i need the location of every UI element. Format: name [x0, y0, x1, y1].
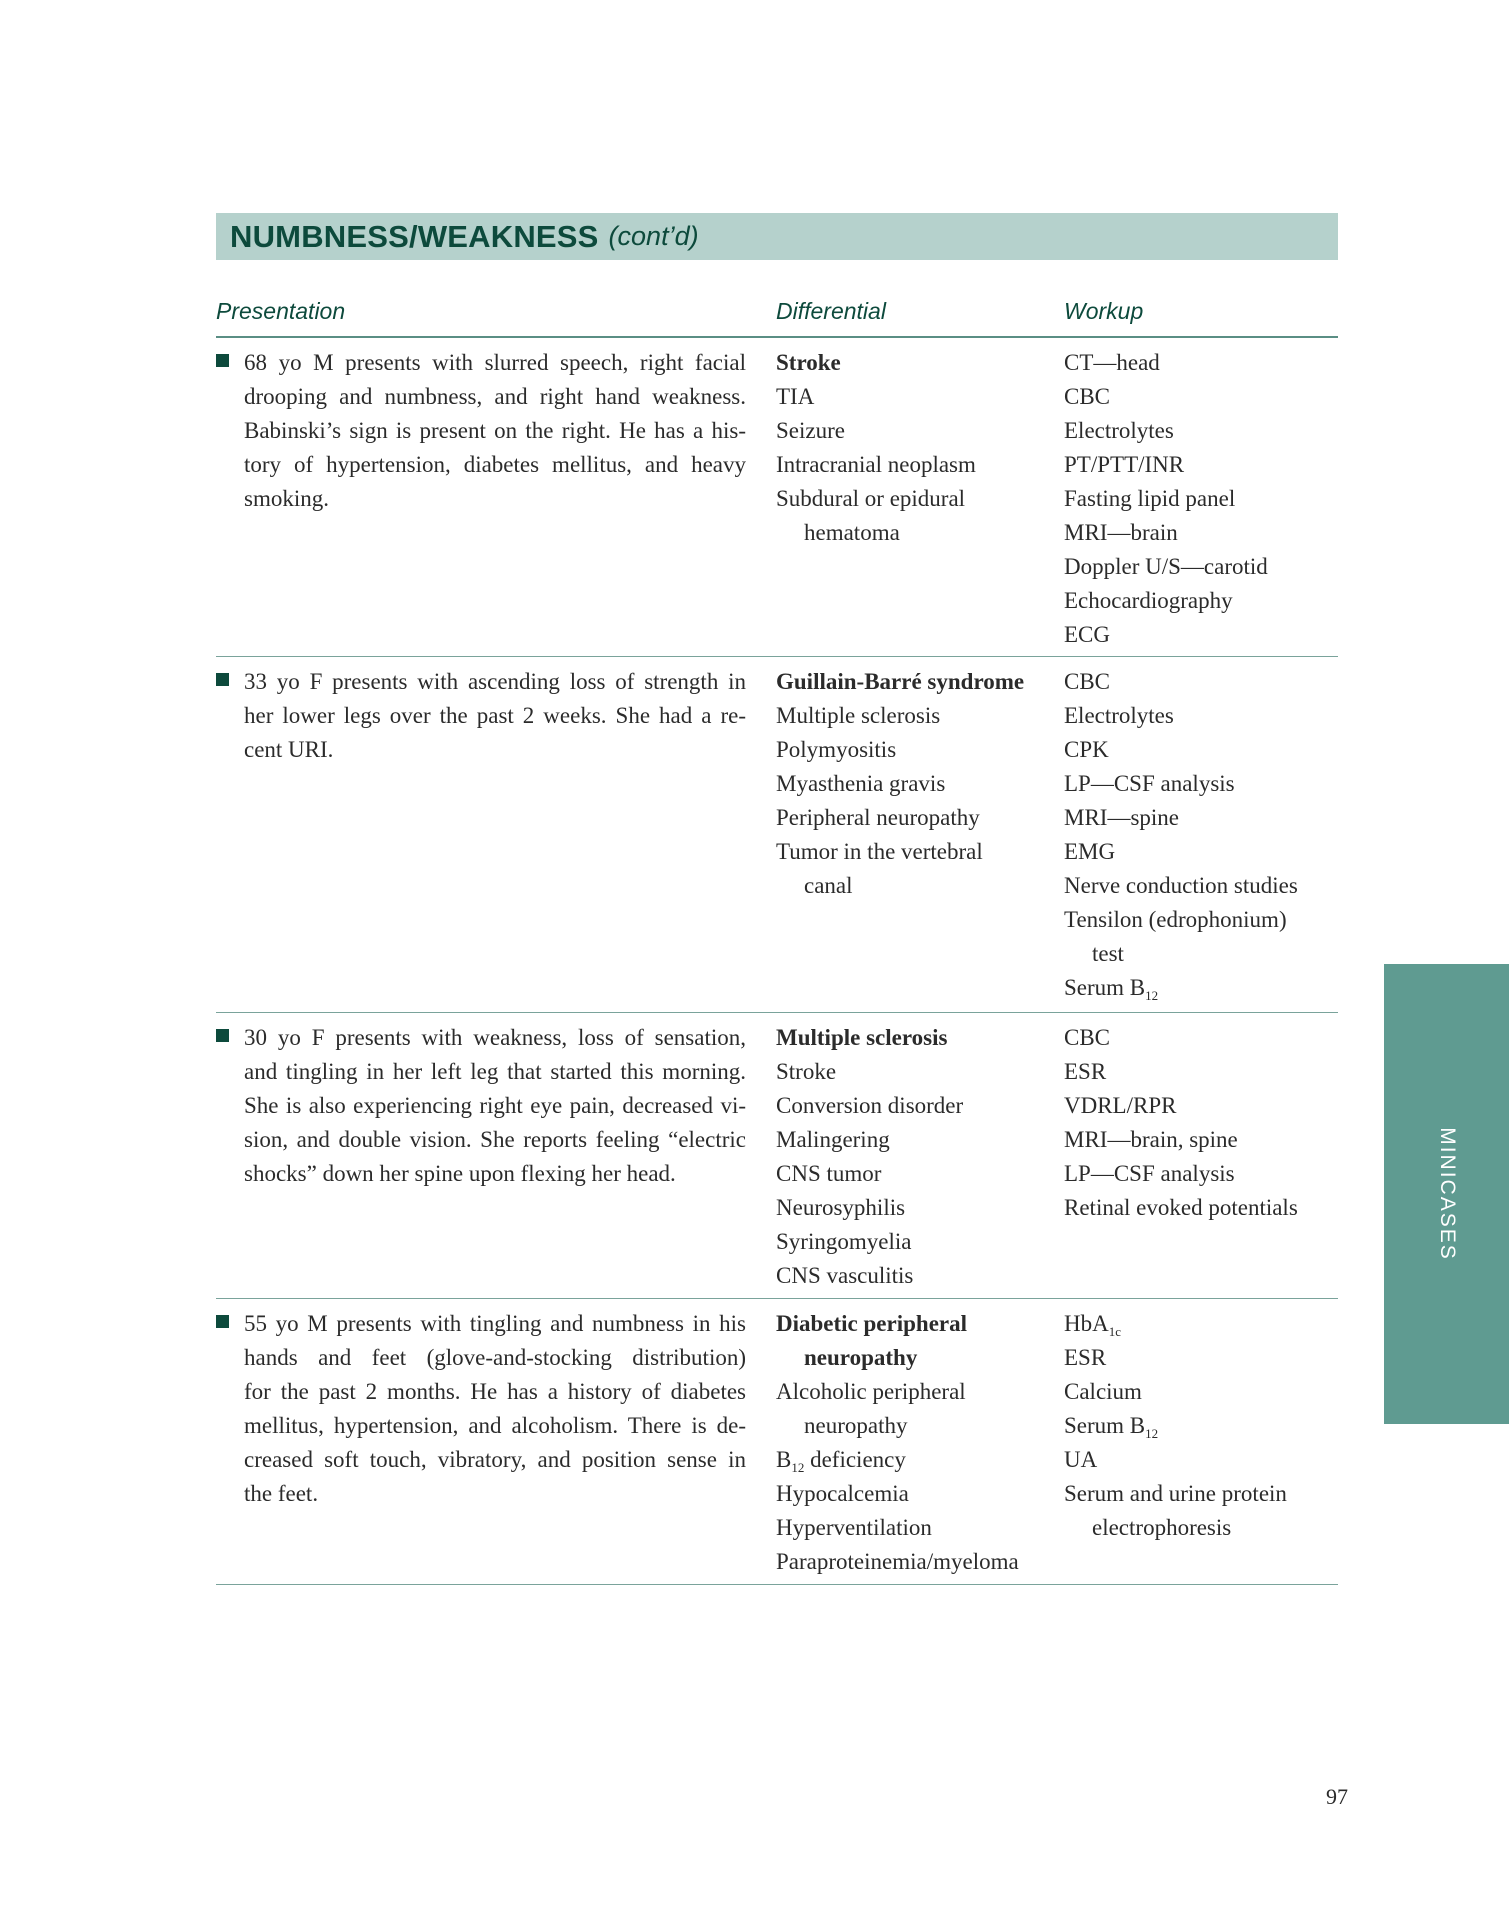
differential-item	[776, 1055, 1046, 1089]
workup-item-text: Serum B	[1064, 1413, 1146, 1438]
differential-item-text: CNS vasculitis	[776, 1263, 914, 1288]
differential-list	[776, 1021, 1046, 1293]
differential-item	[776, 1089, 1046, 1123]
differential-item-text: Myasthenia gravis	[776, 771, 946, 796]
workup-item	[1064, 584, 1344, 618]
presentation-line: shocks” down her spine upon flexing her head.	[244, 1161, 676, 1186]
workup-item-text: CBC	[1064, 1025, 1111, 1050]
workup-item	[1064, 1511, 1344, 1545]
workup-item	[1064, 618, 1344, 652]
workup-item-text: test	[1092, 941, 1124, 966]
workup-item-text: Calcium	[1064, 1379, 1142, 1404]
presentation-line: 30 yo F presents with weakness, loss of sensation,	[244, 1025, 746, 1050]
workup-item	[1064, 767, 1344, 801]
differential-item	[776, 699, 1046, 733]
workup-item	[1064, 550, 1344, 584]
differential-item-text: Diabetic peripheral	[776, 1311, 967, 1336]
workup-item-text: CPK	[1064, 737, 1109, 762]
workup-item	[1064, 516, 1344, 550]
presentation-text	[244, 1307, 746, 1511]
differential-item-text: Alcoholic peripheral	[776, 1379, 966, 1404]
differential-item-text: Paraproteinemia/myeloma	[776, 1549, 1019, 1574]
workup-item	[1064, 1021, 1344, 1055]
presentation-text	[244, 1021, 746, 1191]
differential-item-text: Subdural or epidural	[776, 486, 966, 511]
differential-list	[776, 665, 1046, 903]
workup-item-text: Serum and urine protein	[1064, 1481, 1287, 1506]
differential-item-text: Intracranial neoplasm	[776, 452, 976, 477]
differential-item-text: B	[776, 1447, 792, 1472]
column-header-workup: Workup	[1064, 298, 1144, 324]
differential-item-text: Stroke	[776, 350, 841, 375]
presentation-line: sion, and double vision. She reports feeling “electric	[244, 1127, 746, 1152]
differential-item	[776, 1157, 1046, 1191]
differential-item-text: canal	[804, 873, 853, 898]
workup-item-text: CBC	[1064, 669, 1111, 694]
workup-item-text: VDRL/RPR	[1064, 1093, 1177, 1118]
presentation-line: smoking.	[244, 486, 329, 511]
presentation-line: She is also experiencing right eye pain, decreased vi-	[244, 1093, 746, 1118]
differential-item-text: Hypocalcemia	[776, 1481, 909, 1506]
workup-item	[1064, 869, 1344, 903]
table-header	[216, 296, 1338, 338]
page-number: 97	[1326, 1784, 1348, 1809]
side-tab-label: MINICASES	[1435, 1127, 1459, 1261]
differential-item-text: Neurosyphilis	[776, 1195, 906, 1220]
differential-item-text: Seizure	[776, 418, 845, 443]
differential-item	[776, 1511, 1046, 1545]
differential-item	[776, 482, 1046, 516]
differential-item	[776, 1545, 1046, 1579]
workup-item-text: Electrolytes	[1064, 418, 1174, 443]
workup-item	[1064, 1443, 1344, 1477]
workup-item	[1064, 448, 1344, 482]
differential-item-text: neuropathy	[804, 1345, 918, 1370]
workup-item	[1064, 414, 1344, 448]
differential-item	[776, 1477, 1046, 1511]
workup-item-text: UA	[1064, 1447, 1098, 1472]
workup-item-text: ESR	[1064, 1059, 1107, 1084]
square-bullet-icon	[216, 1315, 229, 1328]
differential-item	[776, 516, 1046, 550]
workup-item-subscript: 12	[1145, 988, 1159, 1003]
differential-item	[776, 380, 1046, 414]
workup-item	[1064, 1089, 1344, 1123]
column-header-differential: Differential	[776, 298, 886, 324]
square-bullet-icon	[216, 354, 229, 367]
differential-item	[776, 801, 1046, 835]
workup-item	[1064, 1307, 1344, 1341]
differential-list	[776, 1307, 1046, 1579]
section-side-tab[interactable]	[1384, 964, 1509, 1424]
differential-item-text: neuropathy	[804, 1413, 908, 1438]
differential-item	[776, 1443, 1046, 1477]
presentation-line: hands and feet (glove-and-stocking distribution)	[244, 1345, 746, 1370]
workup-item-text: MRI—brain	[1064, 520, 1178, 545]
workup-item-text: Echocardiography	[1064, 588, 1233, 613]
differential-item	[776, 733, 1046, 767]
differential-item-subscript: 12	[791, 1460, 805, 1475]
presentation-line: 55 yo M presents with tingling and numbness in his	[244, 1311, 746, 1336]
workup-item-text: PT/PTT/INR	[1064, 452, 1185, 477]
workup-item	[1064, 1157, 1344, 1191]
workup-item	[1064, 1477, 1344, 1511]
workup-item	[1064, 1191, 1344, 1225]
case-row	[216, 657, 1338, 1013]
presentation-line: mellitus, hypertension, and alcoholism. There is de-	[244, 1413, 746, 1438]
case-table	[216, 338, 1338, 1585]
differential-item-suffix: deficiency	[804, 1447, 906, 1472]
workup-item-text: LP—CSF analysis	[1064, 1161, 1235, 1186]
workup-item-text: EMG	[1064, 839, 1116, 864]
differential-item	[776, 1341, 1046, 1375]
workup-item-text: Retinal evoked potentials	[1064, 1195, 1298, 1220]
workup-item-text: Fasting lipid panel	[1064, 486, 1236, 511]
presentation-text	[244, 346, 746, 516]
presentation-line: cent URI.	[244, 737, 334, 762]
differential-item-text: TIA	[776, 384, 815, 409]
workup-item-text: MRI—spine	[1064, 805, 1179, 830]
differential-item-text: Malingering	[776, 1127, 890, 1152]
workup-item	[1064, 1375, 1344, 1409]
differential-item	[776, 1375, 1046, 1409]
differential-item	[776, 1123, 1046, 1157]
differential-item	[776, 835, 1046, 869]
workup-item	[1064, 1123, 1344, 1157]
section-title-bar	[216, 213, 1338, 260]
workup-list	[1064, 346, 1344, 652]
presentation-line: her lower legs over the past 2 weeks. She had a re-	[244, 703, 746, 728]
differential-item-text: Conversion disorder	[776, 1093, 964, 1118]
workup-item	[1064, 835, 1344, 869]
section-subtitle: (cont’d)	[608, 221, 699, 251]
case-row	[216, 1299, 1338, 1585]
workup-item-subscript: 1c	[1108, 1324, 1122, 1339]
presentation-text	[244, 665, 746, 767]
differential-item	[776, 1409, 1046, 1443]
differential-item	[776, 346, 1046, 380]
workup-item	[1064, 801, 1344, 835]
square-bullet-icon	[216, 673, 229, 686]
differential-item-text: Polymyositis	[776, 737, 897, 762]
workup-item	[1064, 903, 1344, 937]
column-header-presentation: Presentation	[216, 298, 346, 324]
case-row	[216, 1013, 1338, 1299]
presentation-line: the feet.	[244, 1481, 319, 1506]
workup-item	[1064, 482, 1344, 516]
differential-item-text: Stroke	[776, 1059, 837, 1084]
workup-item-text: CBC	[1064, 384, 1111, 409]
workup-item	[1064, 1341, 1344, 1375]
workup-item-text: Tensilon (edrophonium)	[1064, 907, 1287, 932]
case-row	[216, 338, 1338, 657]
square-bullet-icon	[216, 1029, 229, 1042]
differential-item-text: Guillain-Barré syndrome	[776, 669, 1025, 694]
workup-item	[1064, 346, 1344, 380]
workup-item-subscript: 12	[1145, 1426, 1159, 1441]
presentation-line: 68 yo M presents with slurred speech, right facial	[244, 350, 746, 375]
differential-item	[776, 448, 1046, 482]
differential-item-text: Hyperventilation	[776, 1515, 932, 1540]
workup-item	[1064, 665, 1344, 699]
presentation-line: drooping and numbness, and right hand weakness.	[244, 384, 746, 409]
workup-item	[1064, 937, 1344, 971]
workup-item-text: ESR	[1064, 1345, 1107, 1370]
workup-list	[1064, 1307, 1344, 1545]
workup-item	[1064, 1409, 1344, 1443]
presentation-line: for the past 2 months. He has a history of diabetes	[244, 1379, 746, 1404]
workup-item	[1064, 1055, 1344, 1089]
differential-item-text: Multiple sclerosis	[776, 1025, 948, 1050]
workup-item-text: ECG	[1064, 622, 1110, 647]
differential-item-text: hematoma	[804, 520, 900, 545]
workup-item-text: LP—CSF analysis	[1064, 771, 1235, 796]
differential-item	[776, 665, 1046, 699]
workup-item-text: MRI—brain, spine	[1064, 1127, 1238, 1152]
differential-item-text: CNS tumor	[776, 1161, 882, 1186]
presentation-line: tory of hypertension, diabetes mellitus, and heavy	[244, 452, 746, 477]
workup-item-text: Electrolytes	[1064, 703, 1174, 728]
differential-item	[776, 414, 1046, 448]
presentation-line: and tingling in her left leg that started this morning.	[244, 1059, 746, 1084]
differential-item	[776, 1225, 1046, 1259]
workup-list	[1064, 665, 1344, 1005]
workup-item-text: CT—head	[1064, 350, 1160, 375]
differential-item	[776, 1021, 1046, 1055]
presentation-line: Babinski’s sign is present on the right. He has a his-	[244, 418, 746, 443]
differential-item-text: Peripheral neuropathy	[776, 805, 980, 830]
workup-item	[1064, 971, 1344, 1005]
differential-item-text: Syringomyelia	[776, 1229, 912, 1254]
differential-item	[776, 1191, 1046, 1225]
workup-item-text: Nerve conduction studies	[1064, 873, 1298, 898]
differential-list	[776, 346, 1046, 550]
workup-item-text: electrophoresis	[1092, 1515, 1232, 1540]
differential-item	[776, 869, 1046, 903]
differential-item-text: Multiple sclerosis	[776, 703, 941, 728]
workup-item	[1064, 733, 1344, 767]
workup-item-text: Doppler U/S—carotid	[1064, 554, 1268, 579]
differential-item	[776, 767, 1046, 801]
presentation-line: creased soft touch, vibratory, and position sense in	[244, 1447, 746, 1472]
workup-list	[1064, 1021, 1344, 1225]
differential-item	[776, 1307, 1046, 1341]
section-title: NUMBNESS/WEAKNESS	[230, 218, 599, 254]
differential-item-text: Tumor in the vertebral	[776, 839, 983, 864]
differential-item	[776, 1259, 1046, 1293]
workup-item	[1064, 380, 1344, 414]
workup-item-text: HbA	[1064, 1311, 1109, 1336]
workup-item-text: Serum B	[1064, 975, 1146, 1000]
presentation-line: 33 yo F presents with ascending loss of strength in	[244, 669, 746, 694]
workup-item	[1064, 699, 1344, 733]
